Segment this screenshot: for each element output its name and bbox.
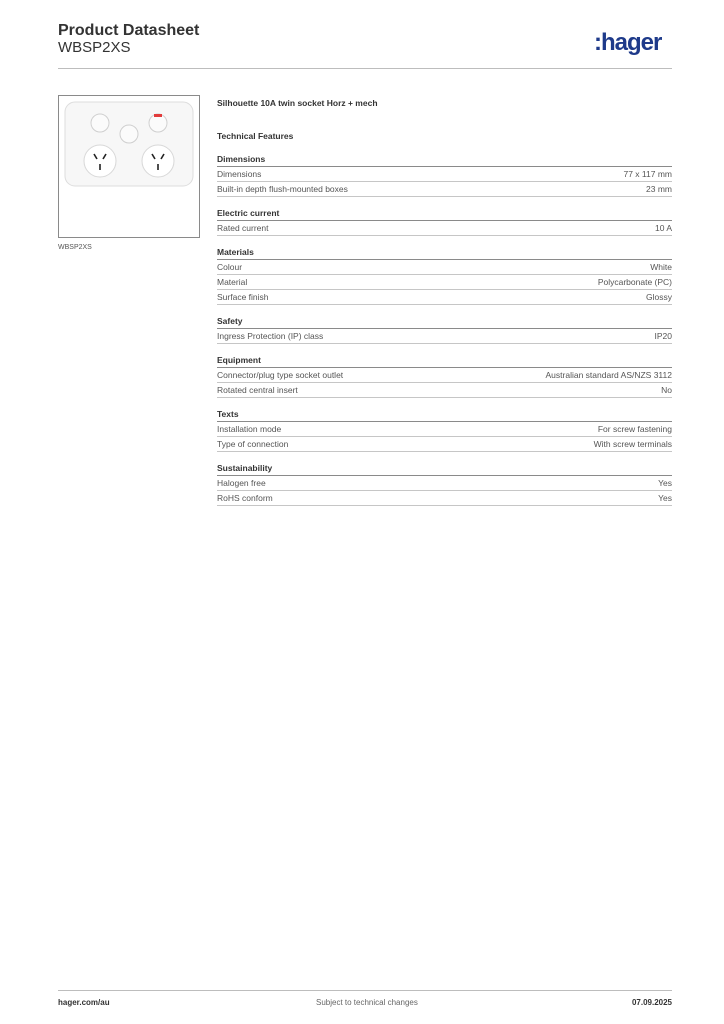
spec-label: Rated current xyxy=(217,223,269,233)
section-title: Materials xyxy=(217,246,672,260)
section-dimensions xyxy=(217,153,672,197)
section-materials xyxy=(217,246,672,305)
section-title: Safety xyxy=(217,315,672,329)
switch-left xyxy=(91,114,109,132)
product-code: WBSP2XS xyxy=(58,39,131,56)
spec-row xyxy=(217,260,672,275)
spec-row xyxy=(217,329,672,344)
socket-outlet-right xyxy=(142,145,174,177)
spec-row xyxy=(217,182,672,197)
section-electric-current xyxy=(217,207,672,236)
section-title: Electric current xyxy=(217,207,672,221)
spec-value: No xyxy=(661,385,672,395)
spec-label: Halogen free xyxy=(217,478,266,488)
spec-label: Connector/plug type socket outlet xyxy=(217,370,344,380)
indicator-light xyxy=(154,114,162,117)
spec-value: Yes xyxy=(658,478,672,488)
spec-row xyxy=(217,476,672,491)
spec-value: Australian standard AS/NZS 3112 xyxy=(545,370,672,380)
spec-label: Ingress Protection (IP) class xyxy=(217,331,324,341)
spec-label: RoHS conform xyxy=(217,493,273,503)
product-image-frame xyxy=(58,95,200,238)
footer-date: 07.09.2025 xyxy=(631,998,672,1007)
spec-row xyxy=(217,422,672,437)
section-title: Dimensions xyxy=(217,153,672,167)
spec-label: Dimensions xyxy=(217,169,262,179)
spec-label: Installation mode xyxy=(217,424,282,434)
switch-center xyxy=(120,125,138,143)
spec-label: Colour xyxy=(217,262,243,272)
spec-label: Rotated central insert xyxy=(217,385,298,395)
header-divider xyxy=(58,68,672,69)
spec-label: Surface finish xyxy=(217,292,269,302)
spec-value: Yes xyxy=(658,493,672,503)
technical-features xyxy=(217,96,672,506)
product-image-caption: WBSP2XS xyxy=(58,244,92,251)
spec-value: With screw terminals xyxy=(593,439,672,449)
spec-value: IP20 xyxy=(654,331,672,341)
spec-row xyxy=(217,290,672,305)
spec-value: Glossy xyxy=(646,292,672,302)
spec-row xyxy=(217,368,672,383)
spec-row xyxy=(217,437,672,452)
hager-logo[interactable] xyxy=(594,28,674,58)
spec-row xyxy=(217,383,672,398)
spec-value: Polycarbonate (PC) xyxy=(597,277,672,287)
socket-outlet-left xyxy=(84,145,116,177)
technical-features-title: Technical Features xyxy=(217,131,294,141)
section-texts xyxy=(217,408,672,452)
spec-value: 77 x 117 mm xyxy=(623,169,672,179)
spec-value: 10 A xyxy=(654,223,672,233)
spec-row xyxy=(217,221,672,236)
spec-row xyxy=(217,275,672,290)
footer-notice: Subject to technical changes xyxy=(316,998,418,1007)
spec-row xyxy=(217,167,672,182)
product-image xyxy=(59,96,199,237)
spec-label: Type of connection xyxy=(217,439,289,449)
spec-value: White xyxy=(650,262,672,272)
product-name: Silhouette 10A twin socket Horz + mech xyxy=(217,98,378,108)
section-title: Equipment xyxy=(217,354,672,368)
section-title: Texts xyxy=(217,408,672,422)
section-sustainability xyxy=(217,462,672,506)
spec-value: 23 mm xyxy=(646,184,672,194)
footer-divider xyxy=(58,990,672,991)
hager-logo-text: :hager xyxy=(594,29,662,56)
spec-label: Material xyxy=(217,277,248,287)
page-title: Product Datasheet xyxy=(58,22,200,39)
section-title: Sustainability xyxy=(217,462,672,476)
section-equipment xyxy=(217,354,672,398)
footer-website-link[interactable]: hager.com/au xyxy=(58,998,110,1007)
spec-row xyxy=(217,491,672,506)
spec-value: For screw fastening xyxy=(597,424,672,434)
section-safety xyxy=(217,315,672,344)
spec-label: Built-in depth flush-mounted boxes xyxy=(217,184,348,194)
